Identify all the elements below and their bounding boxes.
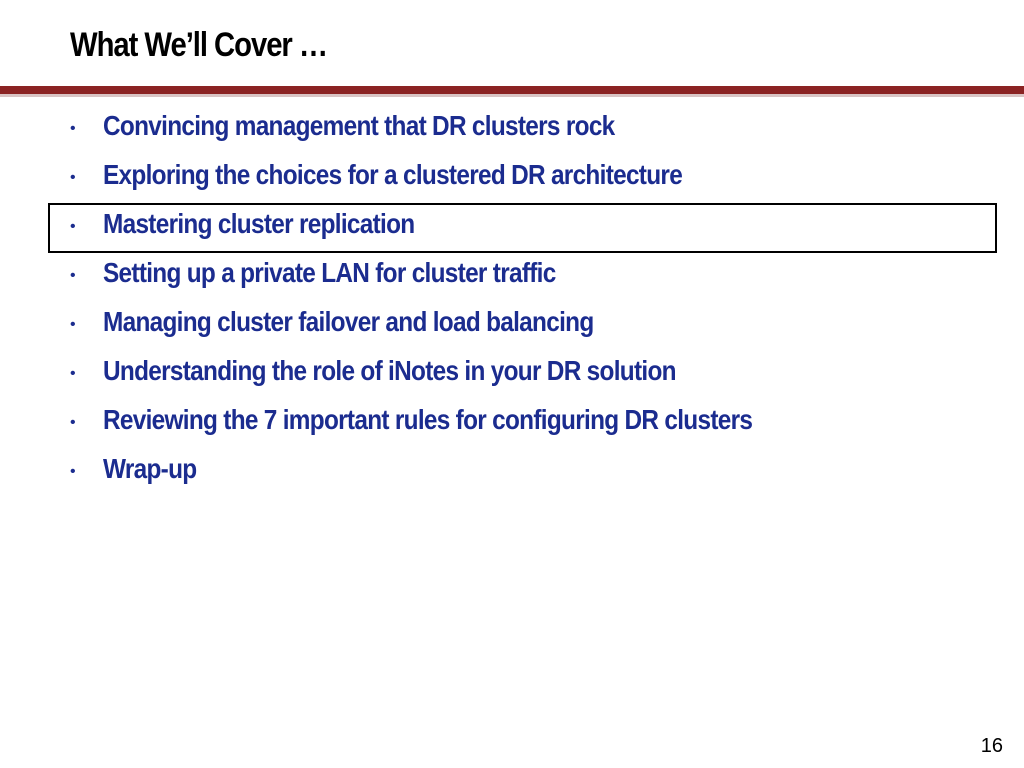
bullet-icon: • [70, 316, 76, 333]
agenda-item-label: Wrap-up [103, 453, 197, 484]
slide-title: What We’ll Cover … [70, 26, 328, 64]
title-divider-rule [0, 86, 1024, 94]
agenda-item-label: Mastering cluster replication [103, 208, 415, 239]
bullet-icon: • [70, 463, 76, 480]
bullet-icon: • [70, 120, 76, 137]
bullet-icon: • [70, 414, 76, 431]
agenda-item-inotes-role [0, 351, 1024, 400]
agenda-item-failover-load-balancing [0, 302, 1024, 351]
bullet-icon: • [70, 169, 76, 186]
agenda-list [0, 106, 1024, 498]
agenda-item-label: Convincing management that DR clusters rock [103, 110, 615, 141]
current-topic-highlight-box [48, 203, 997, 253]
agenda-item-exploring-choices [0, 155, 1024, 204]
bullet-icon: • [70, 365, 76, 382]
agenda-item-label: Reviewing the 7 important rules for configuring DR clusters [103, 404, 753, 435]
bullet-icon: • [70, 267, 76, 284]
agenda-item-wrap-up [0, 449, 1024, 498]
page-number: 16 [980, 735, 1003, 757]
agenda-item-private-lan [0, 253, 1024, 302]
bullet-icon: • [70, 218, 76, 235]
agenda-item-label: Understanding the role of iNotes in your DR solution [103, 355, 676, 386]
title-divider-shadow [0, 94, 1024, 97]
agenda-item-label: Managing cluster failover and load balancing [103, 306, 594, 337]
agenda-item-seven-rules [0, 400, 1024, 449]
agenda-item-convincing-management [0, 106, 1024, 155]
agenda-item-label: Setting up a private LAN for cluster traffic [103, 257, 556, 288]
agenda-item-label: Exploring the choices for a clustered DR architecture [103, 159, 683, 190]
